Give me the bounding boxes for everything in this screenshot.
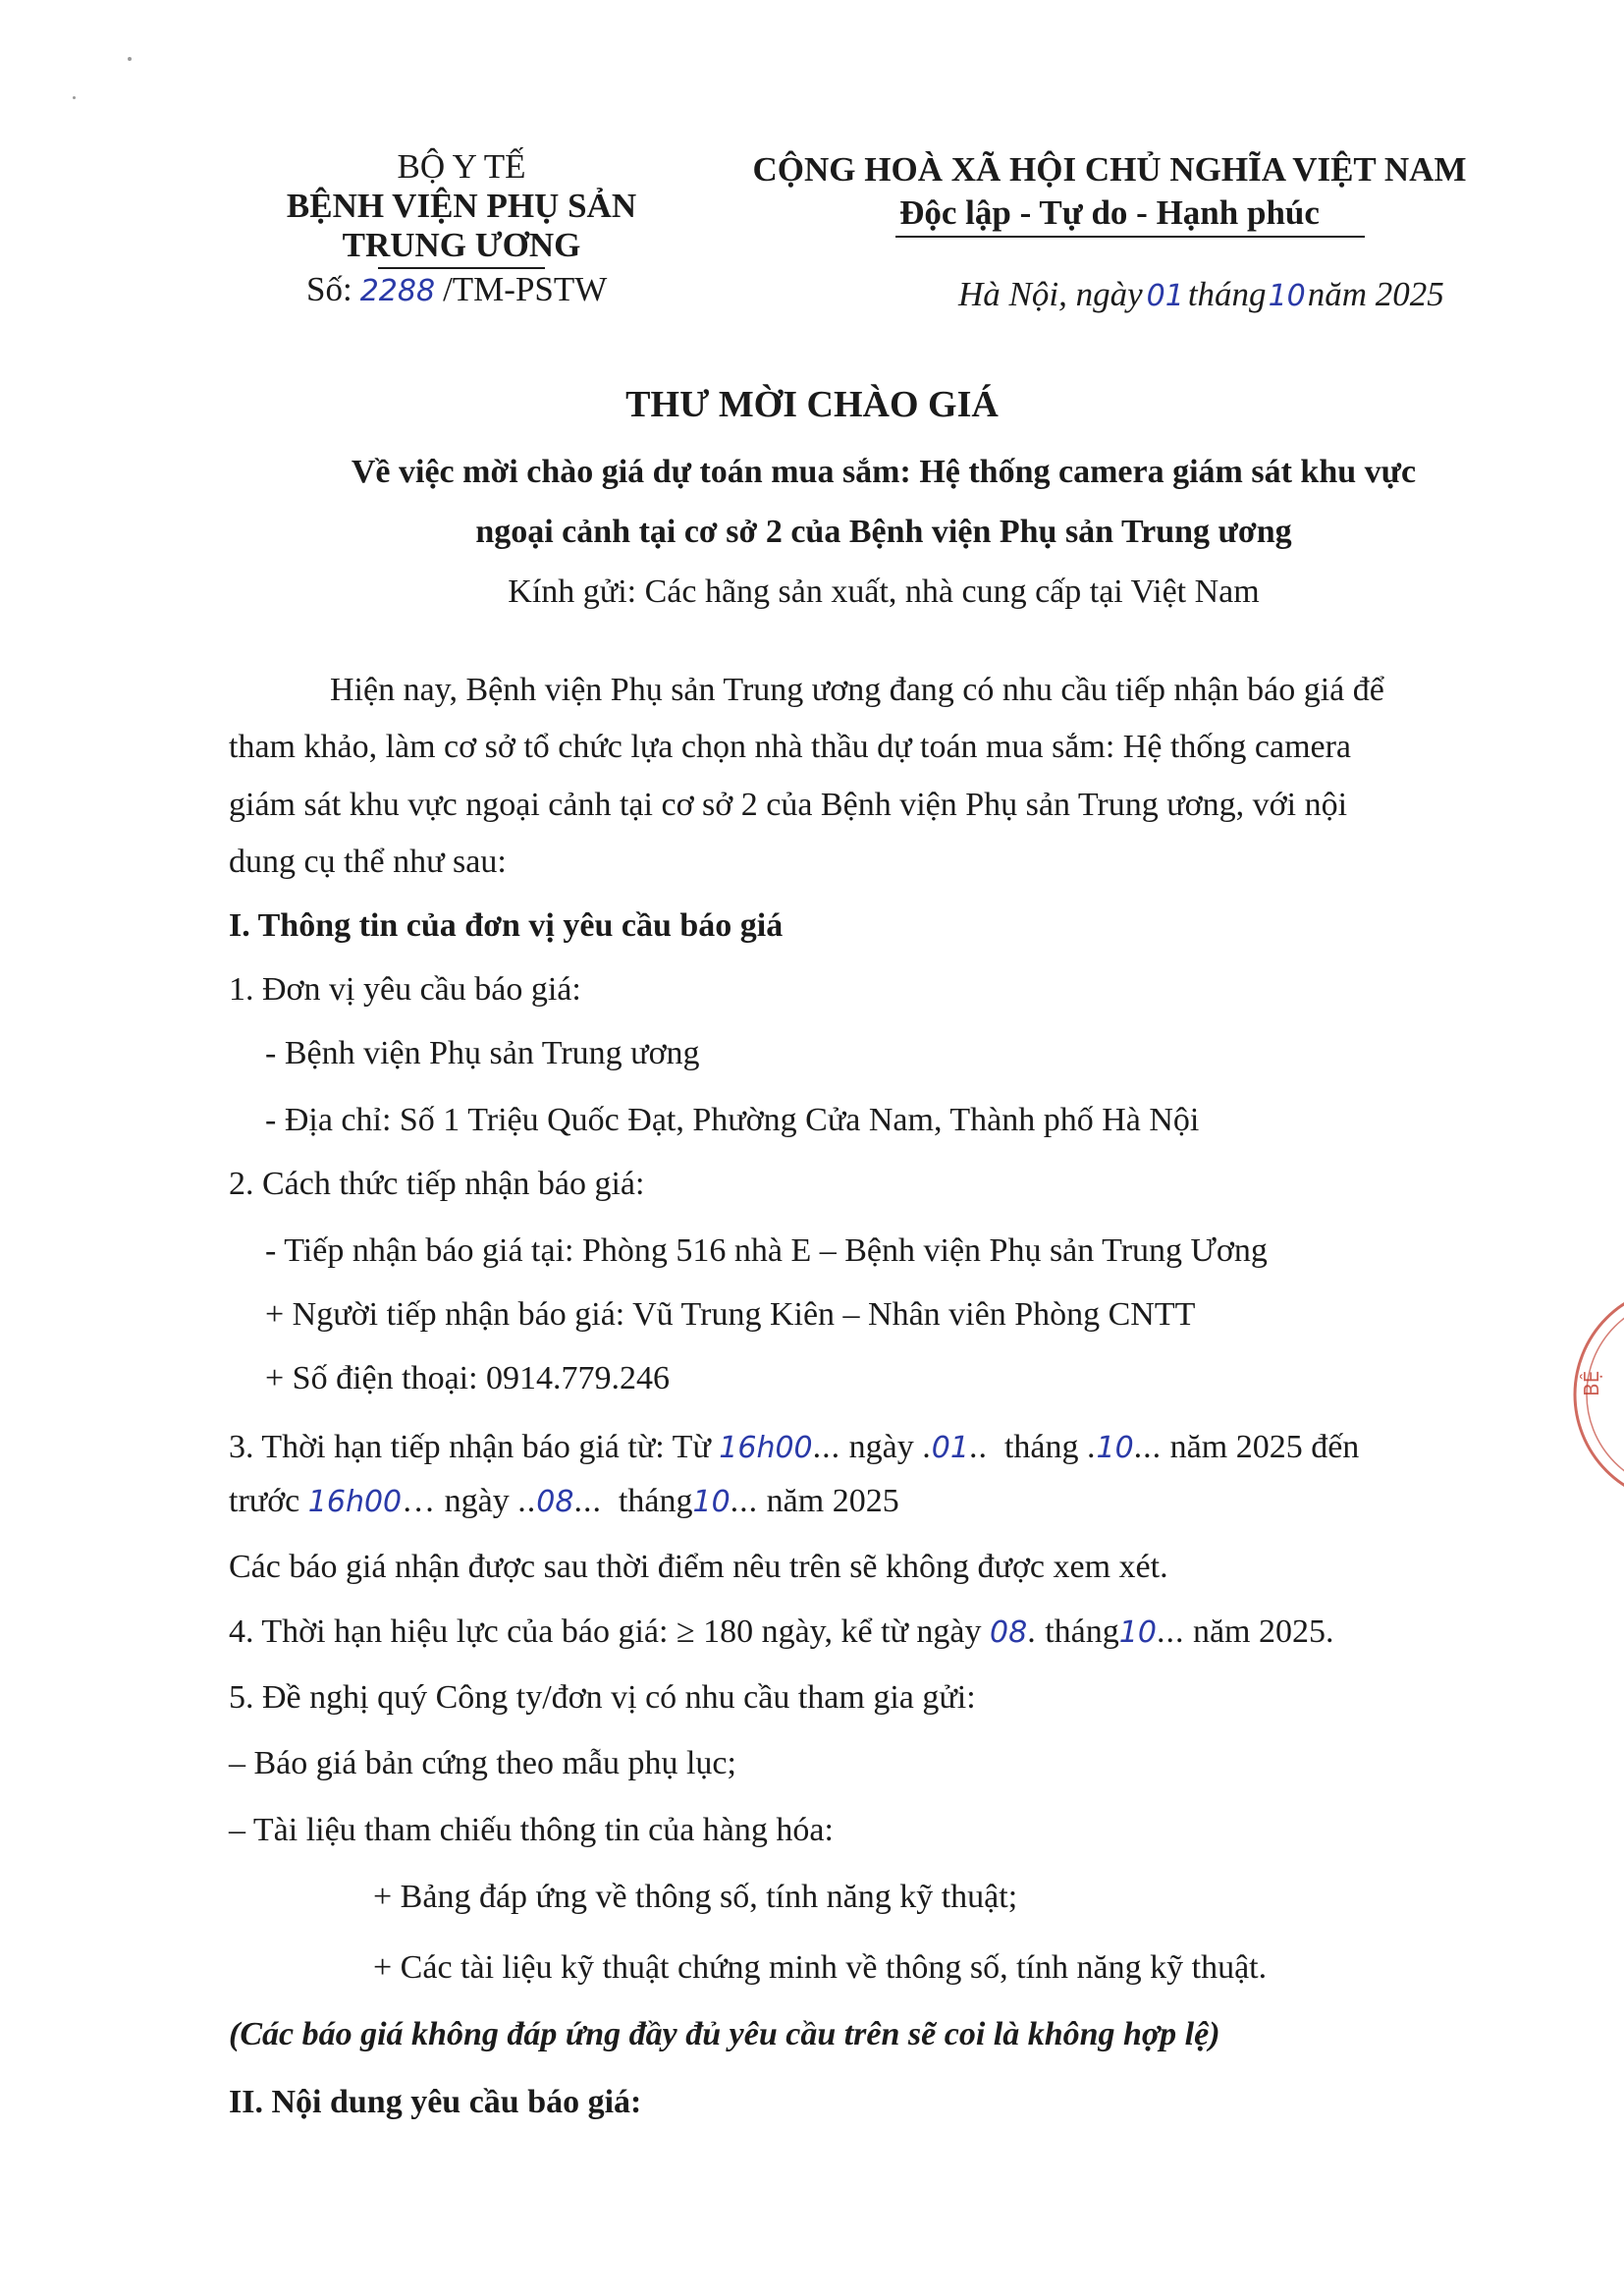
section2-heading: II. Nội dung yêu cầu báo giá:: [229, 2084, 642, 2120]
handwritten-from-month: 10: [1096, 1431, 1134, 1465]
item5-spec-table: + Bảng đáp ứng về thông số, tính năng kỹ thuật;: [373, 1879, 1018, 1915]
national-motto: Độc lập - Tự do - Hạnh phúc: [899, 193, 1320, 232]
item4: 4. Thời hạn hiệu lực của báo giá: ≥ 180 ngày, kể từ ngày 08. tháng10... năm 2025.: [229, 1613, 1334, 1650]
item5-reference-docs: – Tài liệu tham chiếu thông tin của hàng hóa:: [229, 1812, 834, 1848]
intro-line2: tham khảo, làm cơ sở tổ chức lựa chọn nhà thầu dự toán mua sắm: Hệ thống camera: [229, 729, 1352, 765]
subject-line1: Về việc mời chào giá dự toán mua sắm: Hệ thống camera giám sát khu vực: [351, 454, 1417, 490]
item4-year: năm 2025.: [1192, 1613, 1334, 1650]
red-stamp-partial: [1555, 1286, 1624, 1503]
handwritten-number: 2288: [359, 274, 436, 308]
document-title: THƯ MỜI CHÀO GIÁ: [625, 384, 999, 425]
hospital-name-line1: BỆNH VIỆN PHỤ SẢN: [286, 187, 637, 225]
item5-hard-copy: – Báo giá bản cứng theo mẫu phụ lục;: [229, 1745, 736, 1781]
handwritten-to-day: 08: [536, 1485, 574, 1519]
item3-year-to: năm 2025 đến: [1169, 1429, 1360, 1465]
handwritten-validity-day: 08: [990, 1615, 1028, 1650]
scan-speck: [128, 57, 132, 61]
handwritten-month: 10: [1268, 279, 1306, 313]
date-prefix: Hà Nội, ngày: [958, 275, 1143, 313]
item2: 2. Cách thức tiếp nhận báo giá:: [229, 1166, 645, 1202]
intro-line1: Hiện nay, Bệnh viện Phụ sản Trung ương đang có nhu cầu tiếp nhận báo giá để: [330, 672, 1384, 708]
handwritten-from-day: 01: [931, 1431, 969, 1465]
item4-prefix: 4. Thời hạn hiệu lực của báo giá: ≥ 180 ngày, kể từ ngày: [229, 1613, 982, 1650]
motto-underline: [895, 236, 1365, 238]
document-number: [306, 270, 607, 309]
item3-month-label: tháng: [1003, 1429, 1079, 1465]
item4-month-label: tháng: [1045, 1613, 1119, 1650]
date-month-label: tháng: [1187, 275, 1267, 313]
number-prefix: Số:: [306, 270, 352, 308]
item3-line2: trước 16h00… ngày ..08... tháng10... năm 2025: [229, 1483, 899, 1519]
item1-address: - Địa chỉ: Số 1 Triệu Quốc Đạt, Phường Cửa Nam, Thành phố Hà Nội: [265, 1102, 1200, 1138]
hospital-name-line2: TRUNG ƯƠNG: [342, 226, 581, 264]
item3-to-year: năm 2025: [766, 1483, 899, 1519]
handwritten-to-month: 10: [692, 1485, 731, 1519]
handwritten-to-time: 16h00: [307, 1485, 403, 1519]
hospital-underline: [378, 267, 545, 269]
date-year: năm 2025: [1307, 275, 1444, 313]
section1-heading: I. Thông tin của đơn vị yêu cầu báo giá: [229, 907, 784, 944]
validity-note: (Các báo giá không đáp ứng đầy đủ yêu cầu trên sẽ coi là không hợp lệ): [229, 2016, 1220, 2052]
item3-to-month-label: tháng: [618, 1483, 693, 1519]
late-note: Các báo giá nhận được sau thời điểm nêu trên sẽ không được xem xét.: [229, 1549, 1168, 1585]
stamp-text: BỆ: [1580, 1370, 1603, 1396]
item5-tech-docs: + Các tài liệu kỹ thuật chứng minh về thông số, tính năng kỹ thuật.: [373, 1949, 1268, 1986]
item1-hospital: - Bệnh viện Phụ sản Trung ương: [265, 1035, 700, 1071]
handwritten-from-time: 16h00: [719, 1431, 813, 1465]
item5: 5. Đề nghị quý Công ty/đơn vị có nhu cầu tham gia gửi:: [229, 1679, 976, 1716]
item3-line1: 3. Thời hạn tiếp nhận báo giá từ: Từ 16h00... ngày .01.. tháng .10... năm 2025 đến: [229, 1429, 1360, 1465]
scan-speck: [73, 96, 76, 99]
item2-phone: + Số điện thoại: 0914.779.246: [265, 1360, 671, 1396]
number-suffix: /TM-PSTW: [443, 270, 608, 308]
item1: 1. Đơn vị yêu cầu báo giá:: [229, 971, 581, 1008]
ministry-name: BỘ Y TẾ: [397, 147, 526, 186]
item3-to-day-label: ngày: [444, 1483, 510, 1519]
item3-prefix: 3. Thời hạn tiếp nhận báo giá từ: Từ: [229, 1429, 711, 1465]
handwritten-validity-month: 10: [1118, 1615, 1157, 1650]
country-name: CỘNG HOÀ XÃ HỘI CHỦ NGHĨA VIỆT NAM: [752, 150, 1467, 189]
place-date: [958, 275, 1444, 314]
handwritten-day: 01: [1146, 279, 1184, 313]
recipient-line: Kính gửi: Các hãng sản xuất, nhà cung cấp tại Việt Nam: [508, 574, 1260, 610]
item3-day-label: ngày: [848, 1429, 914, 1465]
item3-line2-prefix: trước: [229, 1483, 300, 1519]
intro-line4: dung cụ thể như sau:: [229, 844, 507, 880]
subject-line2: ngoại cảnh tại cơ sở 2 của Bệnh viện Phụ sản Trung ương: [475, 514, 1292, 550]
intro-line3: giám sát khu vực ngoại cảnh tại cơ sở 2 của Bệnh viện Phụ sản Trung ương, với nội: [229, 787, 1348, 823]
item2-location: - Tiếp nhận báo giá tại: Phòng 516 nhà E – Bệnh viện Phụ sản Trung Ương: [265, 1232, 1268, 1269]
item2-receiver: + Người tiếp nhận báo giá: Vũ Trung Kiên – Nhân viên Phòng CNTT: [265, 1296, 1196, 1333]
